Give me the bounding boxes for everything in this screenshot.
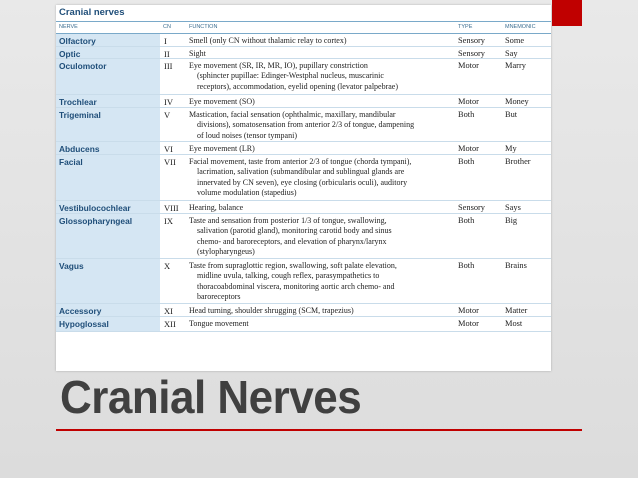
- table-row: [56, 155, 551, 201]
- function-line: Head turning, shoulder shrugging (SCM, trapezius): [189, 306, 354, 315]
- header-nerve: NERVE: [59, 24, 78, 30]
- mnemonic-word: Say: [505, 49, 518, 58]
- table-row: [56, 108, 551, 142]
- mnemonic-word: Brains: [505, 261, 527, 270]
- cn-number: V: [164, 110, 171, 120]
- nerve-type: Both: [458, 157, 475, 166]
- table-row: [56, 317, 551, 332]
- cn-number: IV: [164, 97, 173, 107]
- table-title: Cranial nerves: [59, 7, 125, 18]
- nerve-name: Abducens: [56, 142, 160, 154]
- function-line: salivation (parotid gland), monitoring carotid body and sinus: [197, 226, 392, 236]
- function-text: [186, 214, 455, 258]
- function-line: Eye movement (SO): [189, 97, 255, 106]
- function-line: midline uvula, talking, cough reflex, parasympathetics to: [197, 271, 380, 281]
- function-line: Sight: [189, 49, 206, 58]
- table-row: [56, 95, 551, 108]
- function-line: (stylopharyngeus): [197, 246, 255, 256]
- cn-number: I: [164, 36, 167, 46]
- nerve-name: Accessory: [56, 304, 160, 316]
- mnemonic-word: Some: [505, 36, 525, 45]
- cn-number: XII: [164, 319, 176, 329]
- nerve-name: Trochlear: [56, 95, 160, 107]
- cn-number: X: [164, 261, 171, 271]
- function-line: Tongue movement: [189, 319, 249, 328]
- function-line: Smell (only CN without thalamic relay to cortex): [189, 36, 347, 45]
- header-type: TYPE: [458, 24, 473, 30]
- function-line: Hearing, balance: [189, 203, 244, 212]
- function-text: [186, 155, 455, 200]
- mnemonic-word: Most: [505, 319, 523, 328]
- nerve-name: Olfactory: [56, 34, 160, 46]
- mnemonic-word: But: [505, 110, 518, 119]
- function-line: thoracoabdominal viscera, monitoring aortic arch chemo- and: [197, 281, 395, 291]
- function-line: (sphincter pupillae: Edinger-Westphal nucleus, muscarinic: [197, 71, 384, 81]
- nerve-type: Both: [458, 110, 475, 119]
- function-line: Taste and sensation from posterior 1/3 of tongue, swallowing,: [189, 216, 387, 225]
- nerve-name: Facial: [56, 155, 160, 200]
- nerve-name: Vestibulocochlear: [56, 201, 160, 213]
- accent-bar: [552, 0, 582, 26]
- function-line: volume modulation (stapedius): [197, 187, 297, 197]
- function-line: receptors), accommodation, eyelid opening (levator palpebrae): [197, 81, 399, 91]
- function-line: chemo- and baroreceptors, and elevation of pharynx/larynx: [197, 236, 387, 246]
- mnemonic-word: Marry: [505, 61, 526, 70]
- cn-number: VIII: [164, 203, 179, 213]
- nerve-type: Motor: [458, 306, 479, 315]
- table-row: [56, 201, 551, 214]
- mnemonic-word: Brother: [505, 157, 531, 166]
- nerve-name: Oculomotor: [56, 59, 160, 94]
- function-line: of loud noises (tensor tympani): [197, 130, 297, 140]
- function-line: baroreceptors: [197, 291, 241, 301]
- function-text: [186, 142, 455, 154]
- header-function: FUNCTION: [189, 24, 218, 30]
- table-row: [56, 304, 551, 317]
- nerve-type: Motor: [458, 319, 479, 328]
- header-cn: CN: [163, 24, 171, 30]
- function-line: Facial movement, taste from anterior 2/3 of tongue (chorda tympani),: [189, 157, 412, 166]
- header-mnemonic: MNEMONIC: [505, 24, 536, 30]
- nerve-name: Trigeminal: [56, 108, 160, 141]
- nerve-type: Sensory: [458, 36, 485, 45]
- function-line: lacrimation, salivation (submandibular and sublingual glands are: [197, 167, 405, 177]
- cn-number: VII: [164, 157, 176, 167]
- mnemonic-word: Big: [505, 216, 518, 225]
- function-line: Eye movement (SR, IR, MR, IO), pupillary constriction: [189, 61, 368, 70]
- nerve-type: Sensory: [458, 203, 485, 212]
- table-row: [56, 214, 551, 259]
- table-row: [56, 47, 551, 59]
- nerve-type: Sensory: [458, 49, 485, 58]
- cn-number: II: [164, 49, 170, 59]
- nerve-name: Vagus: [56, 259, 160, 303]
- function-text: [186, 59, 455, 94]
- function-text: [186, 108, 455, 141]
- function-text: [186, 47, 455, 58]
- table-header-row: [56, 21, 551, 34]
- cn-number: IX: [164, 216, 173, 226]
- function-line: Mastication, facial sensation (ophthalmic, maxillary, mandibular: [189, 110, 396, 119]
- nerve-name: Hypoglossal: [56, 317, 160, 331]
- nerve-type: Motor: [458, 97, 479, 106]
- title-underline: [56, 429, 582, 431]
- nerve-name: Glossopharyngeal: [56, 214, 160, 258]
- slide-title: Cranial Nerves: [60, 372, 362, 424]
- mnemonic-word: My: [505, 144, 517, 153]
- nerve-name: Optic: [56, 47, 160, 58]
- function-line: Taste from supraglottic region, swallowing, soft palate elevation,: [189, 261, 397, 270]
- nerve-type: Motor: [458, 144, 479, 153]
- function-text: [186, 95, 455, 107]
- function-text: [186, 34, 455, 46]
- table-row: [56, 142, 551, 155]
- table-row: [56, 34, 551, 47]
- cn-number: XI: [164, 306, 173, 316]
- function-line: Eye movement (LR): [189, 144, 255, 153]
- function-text: [186, 304, 455, 316]
- nerve-type: Both: [458, 261, 475, 270]
- nerve-type: Motor: [458, 61, 479, 70]
- function-line: divisions), somatosensation from anterior 2/3 of tongue, dampening: [197, 120, 415, 130]
- cranial-nerves-table: [56, 5, 551, 371]
- cn-number: III: [164, 61, 173, 71]
- nerve-type: Both: [458, 216, 475, 225]
- cn-number: VI: [164, 144, 173, 154]
- table-body: [56, 34, 551, 332]
- function-text: [186, 259, 455, 303]
- function-line: innervated by CN seven), eye closing (orbicularis oculi), auditory: [197, 177, 408, 187]
- mnemonic-word: Says: [505, 203, 521, 212]
- mnemonic-word: Money: [505, 97, 529, 106]
- table-row: [56, 59, 551, 95]
- table-row: [56, 259, 551, 304]
- mnemonic-word: Matter: [505, 306, 528, 315]
- function-text: [186, 317, 455, 331]
- function-text: [186, 201, 455, 213]
